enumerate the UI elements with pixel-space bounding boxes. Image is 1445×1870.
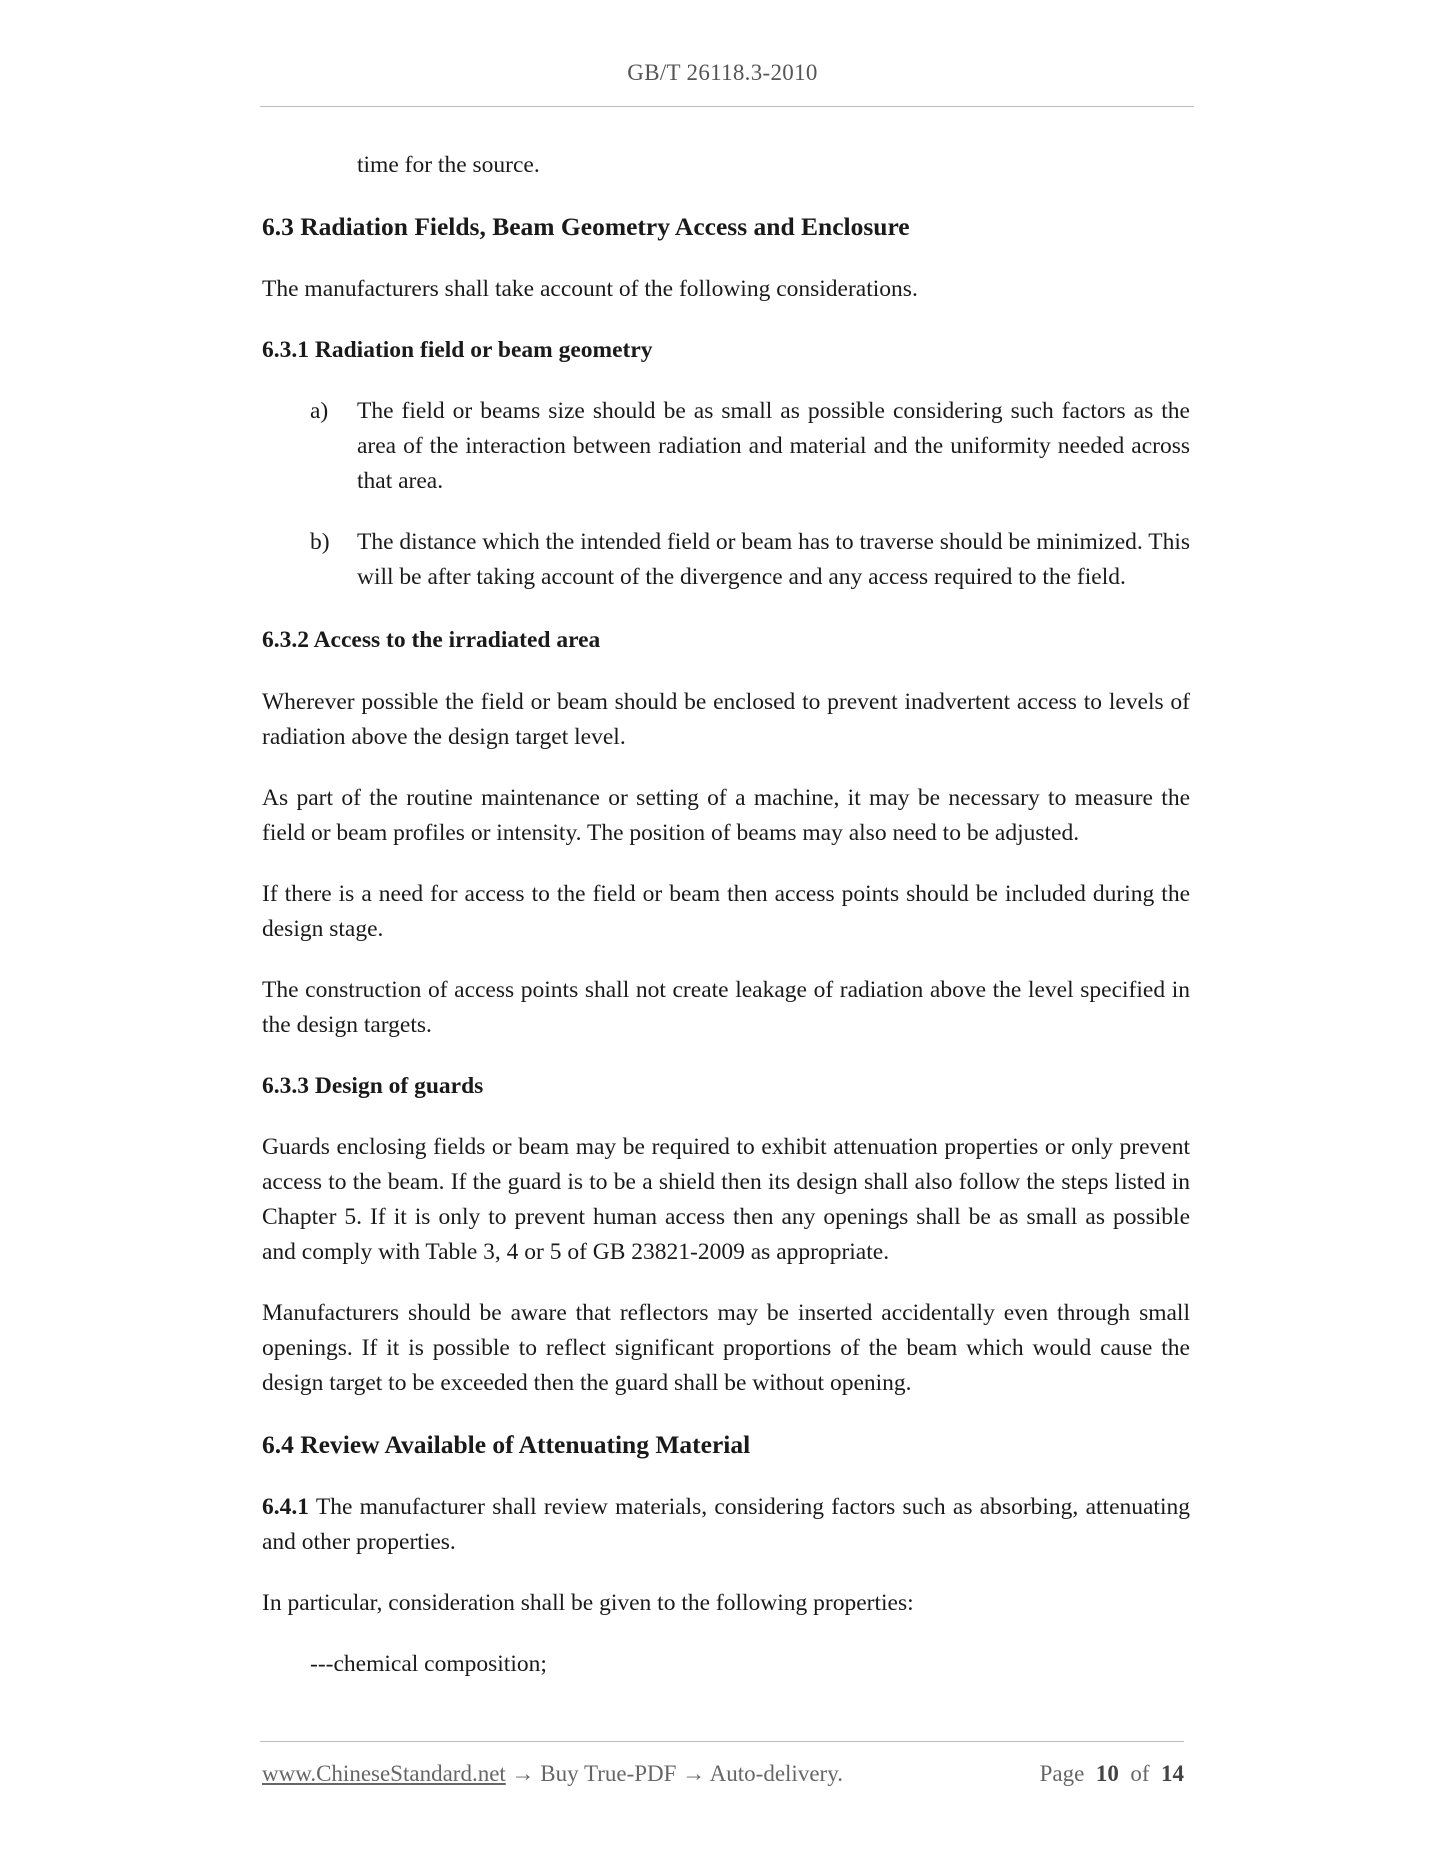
paragraph: Manufacturers should be aware that reflectors may be inserted accidentally even through small openings. If it is possible to reflect significant proportions of the beam which would cause the design target to be exceeded then the guard shall be without opening. (262, 1300, 1190, 1396)
of-label: of (1130, 1761, 1150, 1786)
clause-text: The manufacturer shall review materials, considering factors such as absorbing, attenuating and other properties. (262, 1494, 1190, 1555)
list-marker: a) (310, 398, 329, 424)
paragraph: Wherever possible the field or beam should be enclosed to prevent inadvertent access to levels of radiation above the design target level. (262, 689, 1190, 750)
paragraph: The construction of access points shall not create leakage of radiation above the level specified in the design targets. (262, 977, 1190, 1038)
arrow-right-icon: → (682, 1761, 706, 1786)
footer-promo (262, 1759, 843, 1789)
page-label: Page (1039, 1761, 1085, 1786)
total-pages-number: 14 (1161, 1761, 1184, 1786)
document-header-title: GB/T 26118.3-2010 (627, 60, 818, 85)
paragraph: In particular, consideration shall be given to the following properties: (262, 1590, 914, 1616)
continuation-text: time for the source. (357, 152, 540, 178)
list-item-a (262, 394, 1190, 500)
section-6-3-intro: The manufacturers shall take account of the following considerations. (262, 276, 918, 302)
section-6-3-1-heading: 6.3.1 Radiation field or beam geometry (262, 337, 653, 363)
footer-divider (260, 1741, 1184, 1742)
section-6-3-heading: 6.3 Radiation Fields, Beam Geometry Access and Enclosure (262, 212, 910, 241)
paragraph: Guards enclosing fields or beam may be required to exhibit attenuation properties or only prevent access to the beam. If the guard is to be a shield then its design shall also follow the steps listed in Chapter 5. If it is only to prevent human access then any openings shall be as small as possible and comply with Table 3, 4 or 5 of GB 23821-2009 as appropriate. (262, 1134, 1190, 1265)
section-6-4-heading: 6.4 Review Available of Attenuating Material (262, 1430, 751, 1459)
list-marker: b) (310, 529, 330, 555)
clause-number: 6.4.1 (262, 1494, 309, 1520)
website-link[interactable]: www.ChineseStandard.net (262, 1761, 506, 1786)
arrow-right-icon: → (511, 1761, 535, 1786)
list-item: ---chemical composition; (310, 1651, 547, 1677)
page-indicator (1040, 1759, 1184, 1789)
current-page-number: 10 (1095, 1761, 1119, 1786)
paragraph: As part of the routine maintenance or setting of a machine, it may be necessary to measure the field or beam profiles or intensity. The position of beams may also need to be adjusted. (262, 785, 1190, 846)
buy-true-pdf-text: Buy True-PDF (540, 1761, 677, 1786)
clause-6-4-1 (262, 1490, 1190, 1560)
list-item-b (262, 525, 1190, 596)
section-6-3-3-heading: 6.3.3 Design of guards (262, 1073, 484, 1099)
header-divider (260, 106, 1194, 107)
list-item-text: The field or beams size should be as small as possible considering such factors as the area of the interaction between radiation and material and the uniformity needed across that area. (357, 398, 1190, 494)
list-item-text: The distance which the intended field or beam has to traverse should be minimized. This will be after taking account of the divergence and any access required to the field. (357, 529, 1190, 590)
auto-delivery-text: Auto-delivery. (709, 1761, 843, 1786)
paragraph: If there is a need for access to the field or beam then access points should be included during the design stage. (262, 881, 1190, 942)
section-6-3-2-heading: 6.3.2 Access to the irradiated area (262, 627, 601, 653)
